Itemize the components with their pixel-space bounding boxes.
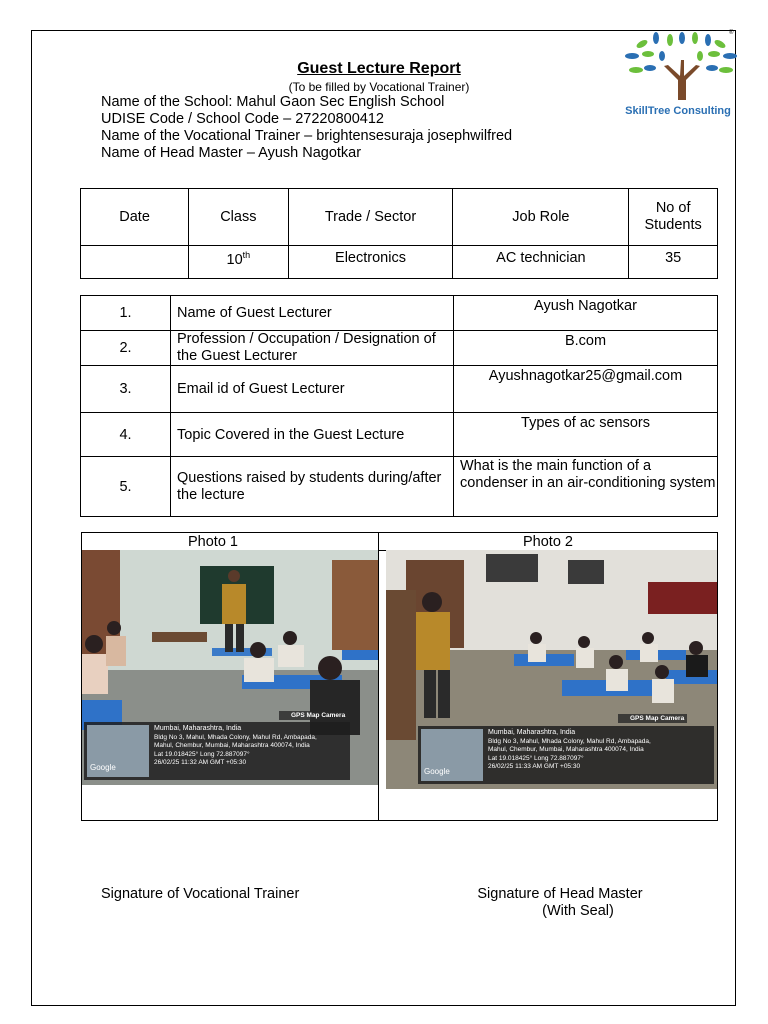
row-number: 4. (81, 413, 171, 457)
row-label: Topic Covered in the Guest Lecture (171, 413, 454, 457)
class-value: 10 (226, 251, 243, 268)
row-number: 3. (81, 366, 171, 413)
head-master: Name of Head Master – Ayush Nagotkar (101, 145, 362, 161)
gps-overlay (418, 726, 714, 784)
registered-mark: ® (729, 30, 734, 36)
cell-job-role: AC technician (453, 246, 629, 279)
row-number: 1. (81, 296, 171, 331)
gps-caption-line: Lat 19.018425° Long 72.887097° (488, 754, 584, 762)
cell-date (81, 246, 189, 279)
seal-label: (With Seal) (542, 903, 614, 919)
header-students: No of Students (629, 189, 718, 246)
photo2-label: Photo 2 (523, 534, 573, 550)
gps-caption-line: Bldg No 3, Mahul, Mhada Colony, Mahul Rd, Ambapada, (154, 733, 317, 741)
class-table-header-row (81, 189, 718, 246)
gps-caption-line: Lat 19.018425° Long 72.887097° (154, 750, 250, 758)
header-job-role: Job Role (453, 189, 629, 246)
row-label: Questions raised by students during/after the lecture (171, 457, 454, 517)
photo-divider (378, 532, 379, 821)
class-suffix: th (242, 250, 251, 260)
gps-caption-line: 26/02/25 11:33 AM GMT +05:30 (488, 763, 581, 770)
row-value: Ayush Nagotkar (454, 296, 718, 331)
gps-overlay (84, 722, 350, 780)
row-value: Ayushnagotkar25@gmail.com (454, 366, 718, 413)
page-title: Guest Lecture Report (297, 60, 461, 77)
gps-caption-line: Mumbai, Maharashtra, India (154, 725, 242, 732)
row-value: What is the main function of a condenser in an air-conditioning system (454, 457, 718, 517)
gps-caption-line: Mahul, Chembur, Mumbai, Maharashtra 400074, India (154, 742, 310, 749)
details-table (80, 295, 718, 517)
photo2-classroom-image (386, 550, 717, 789)
cell-students: 35 (629, 246, 718, 279)
photo1-classroom-image (82, 550, 378, 785)
page-subtitle: (To be filled by Vocational Trainer) (288, 80, 470, 94)
details-row (81, 366, 718, 413)
gps-camera-tag: GPS Map Camera (618, 714, 687, 723)
google-watermark: Google (424, 767, 450, 776)
class-table (80, 188, 718, 279)
photo1-label: Photo 1 (188, 534, 238, 550)
gps-caption-line: 26/02/25 11:32 AM GMT +05:30 (154, 759, 247, 766)
header-trade: Trade / Sector (288, 189, 453, 246)
row-value: Types of ac sensors (454, 413, 718, 457)
logo-text: SkillTree Consulting (625, 105, 731, 117)
row-number: 2. (81, 331, 171, 366)
row-value: B.com (454, 331, 718, 366)
header-class: Class (189, 189, 288, 246)
row-label: Email id of Guest Lecturer (171, 366, 454, 413)
row-label: Profession / Occupation / Designation of the Guest Lecturer (171, 331, 454, 366)
header-date: Date (81, 189, 189, 246)
details-row (81, 331, 718, 366)
cell-class (189, 246, 288, 279)
gps-caption-line: Mumbai, Maharashtra, India (488, 729, 576, 736)
gps-caption-line: Mahul, Chembur, Mumbai, Maharashtra 400074, India (488, 746, 644, 753)
row-number: 5. (81, 457, 171, 517)
gps-camera-tag: GPS Map Camera (279, 711, 348, 720)
headmaster-signature: Signature of Head Master (477, 886, 643, 902)
details-row (81, 296, 718, 331)
gps-caption-line: Bldg No 3, Mahul, Mhada Colony, Mahul Rd, Ambapada, (488, 737, 651, 745)
trainer-signature: Signature of Vocational Trainer (101, 886, 300, 902)
cell-trade: Electronics (288, 246, 453, 279)
row-label: Name of Guest Lecturer (171, 296, 454, 331)
details-row (81, 413, 718, 457)
page-border (31, 30, 736, 1006)
details-row (81, 457, 718, 517)
google-watermark: Google (90, 763, 116, 772)
vocational-trainer: Name of the Vocational Trainer – brightensesuraja josephwilfred (101, 128, 513, 144)
class-table-row (81, 246, 718, 279)
school-name: Name of the School: Mahul Gaon Sec English School (101, 94, 445, 110)
udise-code: UDISE Code / School Code – 27220800412 (101, 111, 384, 127)
